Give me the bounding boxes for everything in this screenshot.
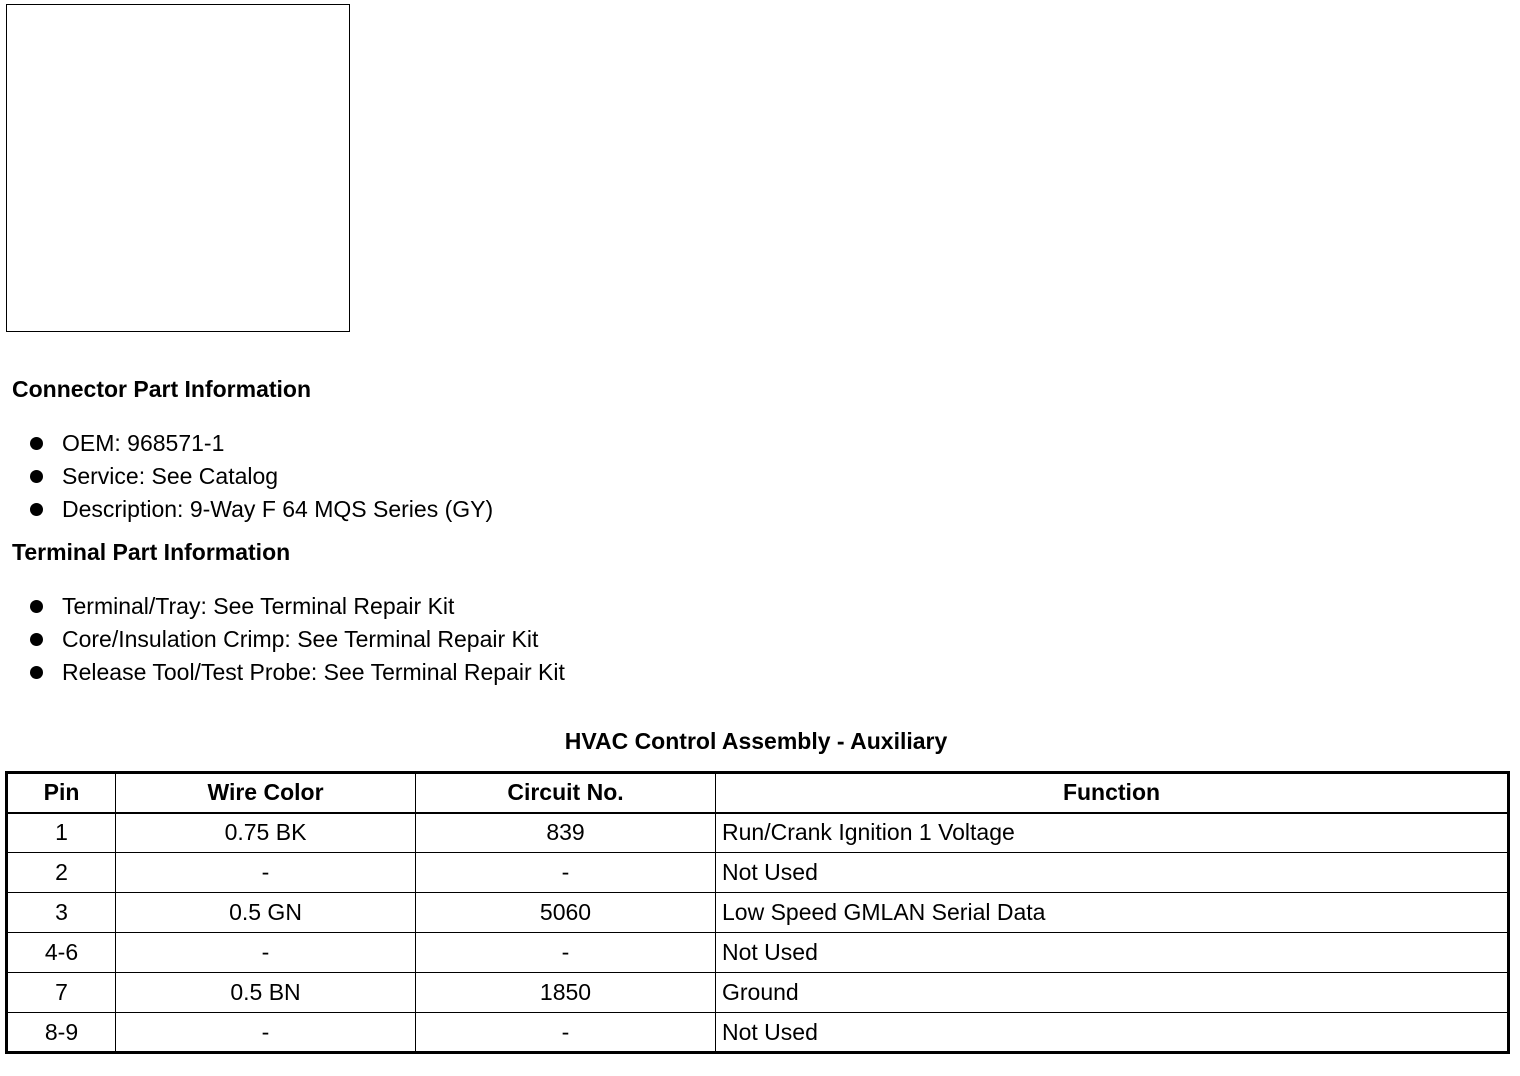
- cell-wire-color: -: [116, 933, 416, 973]
- cell-function: Ground: [716, 973, 1509, 1013]
- connector-item-service: Service: See Catalog: [62, 463, 279, 489]
- connector-item-oem: OEM: 968571-1: [62, 430, 225, 456]
- cell-circuit-no: -: [416, 853, 716, 893]
- cell-wire-color: 0.5 GN: [116, 893, 416, 933]
- header-function: Function: [716, 773, 1509, 813]
- terminal-part-heading: Terminal Part Information: [12, 539, 291, 565]
- table-header-row: [7, 773, 1509, 813]
- header-pin: Pin: [7, 773, 116, 813]
- bullet-icon: [30, 666, 43, 679]
- bullet-icon: [30, 633, 43, 646]
- list-item: [30, 493, 493, 526]
- cell-circuit-no: -: [416, 1013, 716, 1053]
- cell-pin: 3: [7, 893, 116, 933]
- cell-wire-color: 0.75 BK: [116, 813, 416, 853]
- cell-function: Not Used: [716, 933, 1509, 973]
- cell-wire-color: -: [116, 853, 416, 893]
- table-row: [7, 893, 1509, 933]
- cell-circuit-no: 5060: [416, 893, 716, 933]
- terminal-item-crimp: Core/Insulation Crimp: See Terminal Repair Kit: [62, 626, 539, 652]
- connector-item-description: Description: 9-Way F 64 MQS Series (GY): [62, 496, 494, 522]
- cell-circuit-no: 1850: [416, 973, 716, 1013]
- cell-pin: 4-6: [7, 933, 116, 973]
- table-row: [7, 813, 1509, 853]
- table-row: [7, 933, 1509, 973]
- cell-pin: 1: [7, 813, 116, 853]
- cell-pin: 8-9: [7, 1013, 116, 1053]
- cell-function: Not Used: [716, 853, 1509, 893]
- connector-part-list: [30, 427, 493, 526]
- cell-pin: 2: [7, 853, 116, 893]
- pinout-table: [5, 771, 1510, 1054]
- list-item: [30, 590, 565, 623]
- table-title: HVAC Control Assembly - Auxiliary: [564, 728, 948, 754]
- list-item: [30, 623, 565, 656]
- list-item: [30, 427, 493, 460]
- terminal-item-tray: Terminal/Tray: See Terminal Repair Kit: [62, 593, 455, 619]
- bullet-icon: [30, 470, 43, 483]
- connector-image-placeholder: [6, 4, 350, 332]
- bullet-icon: [30, 503, 43, 516]
- cell-function: Run/Crank Ignition 1 Voltage: [716, 813, 1509, 853]
- terminal-part-list: [30, 590, 565, 689]
- table-row: [7, 1013, 1509, 1053]
- header-wire-color: Wire Color: [116, 773, 416, 813]
- terminal-item-release-tool: Release Tool/Test Probe: See Terminal Repair Kit: [62, 659, 565, 685]
- bullet-icon: [30, 600, 43, 613]
- cell-function: Not Used: [716, 1013, 1509, 1053]
- bullet-icon: [30, 437, 43, 450]
- cell-pin: 7: [7, 973, 116, 1013]
- table-row: [7, 853, 1509, 893]
- table-row: [7, 973, 1509, 1013]
- list-item: [30, 460, 493, 493]
- cell-circuit-no: 839: [416, 813, 716, 853]
- list-item: [30, 656, 565, 689]
- connector-part-heading: Connector Part Information: [12, 376, 312, 402]
- cell-wire-color: -: [116, 1013, 416, 1053]
- cell-function: Low Speed GMLAN Serial Data: [716, 893, 1509, 933]
- cell-wire-color: 0.5 BN: [116, 973, 416, 1013]
- cell-circuit-no: -: [416, 933, 716, 973]
- header-circuit-no: Circuit No.: [416, 773, 716, 813]
